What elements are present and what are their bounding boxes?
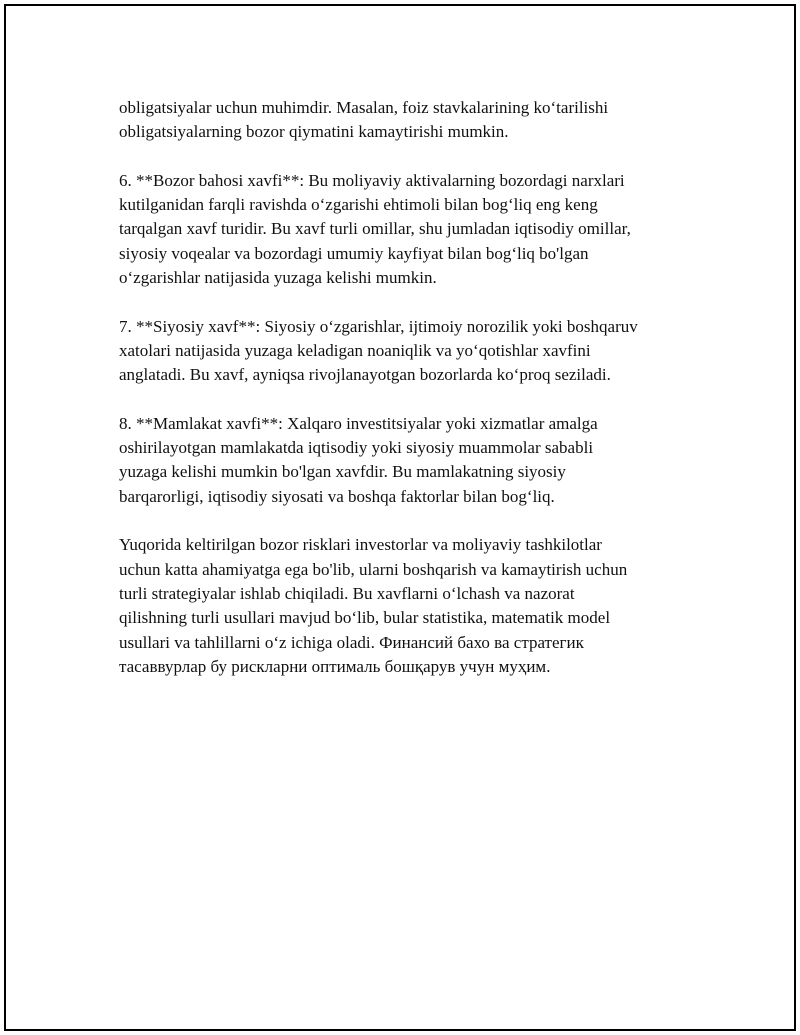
paragraph-continuation bbox=[119, 96, 699, 145]
text-line: barqarorligi, iqtisodiy siyosati va boshqa faktorlar bilan bog‘liq. bbox=[119, 486, 555, 506]
text-line: tarqalgan xavf turidir. Bu xavf turli omillar, shu jumladan iqtisodiy omillar, bbox=[119, 219, 631, 239]
text-line: 6. **Bozor bahosi xavfi**: Bu moliyaviy aktivalarning bozordagi narxlari bbox=[119, 170, 625, 190]
document-body bbox=[119, 96, 699, 703]
text-line: anglatadi. Bu xavf, ayniqsa rivojlanayotgan bozorlarda ko‘proq seziladi. bbox=[119, 365, 611, 385]
text-line: siyosiy voqealar va bozordagi umumiy kayfiyat bilan bog‘liq bo'lgan bbox=[119, 243, 589, 263]
text-line: turli strategiyalar ishlab chiqiladi. Bu xavflarni o‘lchash va nazorat bbox=[119, 583, 575, 603]
text-line: kutilganidan farqli ravishda o‘zgarishi ehtimoli bilan bog‘liq eng keng bbox=[119, 195, 598, 215]
text-line: yuzaga kelishi mumkin bo'lgan xavfdir. Bu mamlakatning siyosiy bbox=[119, 462, 566, 482]
text-line: obligatsiyalarning bozor qiymatini kamaytirishi mumkin. bbox=[119, 122, 509, 142]
text-line: тасаввурлар бу рискларни оптималь бошқарув учун муҳим. bbox=[119, 656, 551, 676]
paragraph-conclusion bbox=[119, 533, 699, 679]
text-line: uchun katta ahamiyatga ega bo'lib, ularni boshqarish va kamaytirish uchun bbox=[119, 559, 628, 579]
text-line: xatolari natijasida yuzaga keladigan noaniqlik va yo‘qotishlar xavfini bbox=[119, 340, 591, 360]
paragraph-country-risk bbox=[119, 412, 699, 509]
paragraph-market-price-risk bbox=[119, 169, 699, 290]
text-line: qilishning turli usullari mavjud bo‘lib, bular statistika, matematik model bbox=[119, 608, 611, 628]
text-line: Yuqorida keltirilgan bozor risklari investorlar va moliyaviy tashkilotlar bbox=[119, 535, 602, 555]
text-line: o‘zgarishlar natijasida yuzaga kelishi mumkin. bbox=[119, 268, 437, 288]
text-line: usullari va tahlillarni o‘z ichiga oladi. Финансий бахо ва стратегик bbox=[119, 632, 584, 652]
paragraph-political-risk bbox=[119, 315, 699, 388]
document-page bbox=[4, 4, 796, 1031]
text-line: 7. **Siyosiy xavf**: Siyosiy o‘zgarishlar, ijtimoiy norozilik yoki boshqaruv bbox=[119, 316, 638, 336]
text-line: obligatsiyalar uchun muhimdir. Masalan, foiz stavkalarining ko‘tarilishi bbox=[119, 98, 609, 117]
text-line: 8. **Mamlakat xavfi**: Xalqaro investitsiyalar yoki xizmatlar amalga bbox=[119, 413, 598, 433]
text-line: oshirilayotgan mamlakatda iqtisodiy yoki siyosiy muammolar sababli bbox=[119, 438, 594, 458]
